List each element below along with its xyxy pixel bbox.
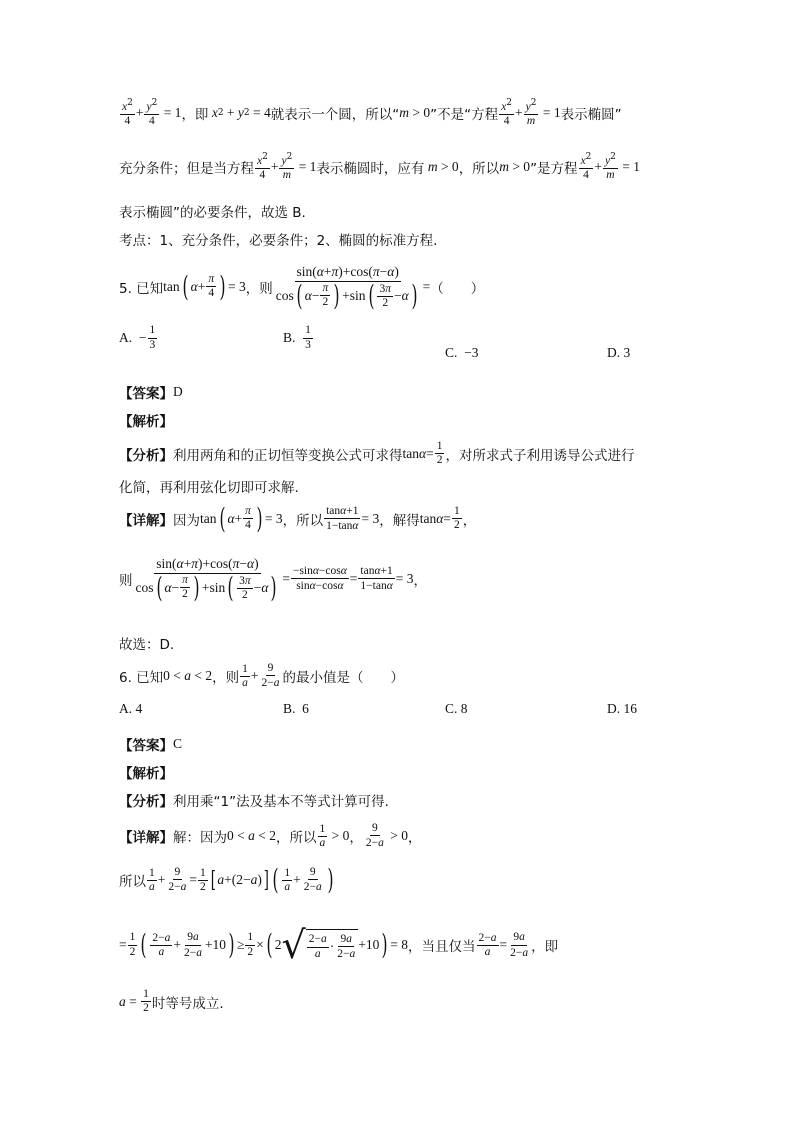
line-2: 充分条件；但是当方程 $\frac{x^2}{4}$ + $\frac{y^2}{m}$ = 1 表示椭圆时，应有 m > 0 ，所以 m > 0 ”是方程 $\frac{x^2}{4}$ + $\frac{y^2}{m}$ = 1: [119, 152, 640, 182]
line2-text-a: 充分条件；但是当方程: [119, 161, 254, 178]
line-4: [119, 229, 437, 249]
q5-xiangjie: 【详解】 因为 tan ( α + $\frac{\pi}{4}$ ) = 3 ，所以 $\frac{\tan\alpha+1}{1-\tan\alpha}$ = 3 ，解得 tan α = $\frac{1}{2}$ ，: [119, 501, 477, 535]
q5-chain: 则 sin(α+π)+cos(π−α) cos ( α − $\frac{\pi}{2}$ ) +sin ( $\frac{3\pi}{2}$ − α ) = $\frac{-\sin\alpha-\cos\alpha}{\sin\alpha-\cos\alpha}$ = $\frac{\tan\alpha+1}{1-\tan\alpha}$ = 3 ，: [119, 556, 428, 604]
frac-y2-4: $\frac{y^2}{4}$: [146, 98, 158, 128]
q6-statement: 6. 已知 0 < a < 2 ，则 $\frac{1}{a}$ + $\frac{9}{2-a}$ 的最小值是（ ）: [119, 662, 405, 690]
line2-text-b: 表示椭圆时，应有: [316, 161, 425, 178]
line1-text-a: ，即: [181, 107, 209, 124]
q5-fenxi-2: 化简，再利用弦化切即可求解.: [119, 480, 299, 496]
q5-option-c: C. −3: [445, 345, 479, 360]
q5-conclusion: 故选：D.: [119, 637, 175, 653]
line1-text-d: 表示椭圆”: [560, 107, 622, 124]
q6-fenxi: 【分析】 利用乘“1”法及基本不等式计算可得.: [119, 794, 389, 810]
q5-fenxi: 【分析】 利用两角和的正切恒等变换公式可求得 tan α = $\frac{1}{2}$ ，对所求式子利用诱导公式进行: [119, 440, 635, 467]
line2-text-c: ，所以: [458, 161, 500, 178]
q6-final: a = $\frac{1}{2}$ 时等号成立.: [119, 988, 224, 1015]
line3-text: 表示椭圆”的必要条件，故选 B.: [119, 205, 306, 221]
line1-text-b: 就表示一个圆，所以“: [270, 107, 400, 124]
q6-option-d: D. 16: [607, 701, 637, 716]
line1-text-c: ”不是“方程: [430, 107, 499, 124]
q5-option-d: D. 3: [607, 345, 631, 360]
line4-text: 考点：1、充分条件，必要条件；2、椭圆的标准方程.: [119, 233, 438, 249]
q5-then: ，则: [245, 280, 273, 297]
q5-statement: 5. 已知 tan ( α + $\frac{\pi}{4}$ ) = 3 ，则 sin(α+π)+cos(π−α) cos ( α − $\frac{\pi}{2}$ ) +sin ( $\frac{3\pi}{2}$ − α ) = （ ）: [119, 264, 485, 312]
q5-answer: 【答案】 D: [119, 384, 183, 402]
q6-option-c: C. 8: [445, 701, 468, 716]
q5-number: 5. 已知: [119, 280, 164, 297]
q5-expression: sin(α+π)+cos(π−α) cos ( α − $\frac{\pi}{2}$ ) +sin ( $\frac{3\pi}{2}$ − α ): [275, 264, 418, 312]
line2-text-d: ”是方程: [530, 161, 578, 178]
q6-option-b: B. 6: [283, 701, 309, 716]
q5-blank: （ ）: [430, 280, 485, 297]
q6-xiangjie: 【详解】 解：因为 0 < a < 2 ，所以 $\frac{1}{a}$ > 0 ， $\frac{9}{2-a}$ > 0 ，: [119, 822, 422, 850]
line-3: [119, 201, 306, 221]
line-1: $\frac{x^2}{4}$ + $\frac{y^2}{4}$ = 1 ，即 x 2 + y 2 = 4 就表示一个圆，所以“ m > 0 ”不是“方程 $\frac{x^2}{4}$ + $\frac{y^2}{m}$ = 1 表示椭圆”: [122, 98, 622, 128]
q6-step-1: 所以 $\frac{1}{a}$ + $\frac{9}{2-a}$ = $\frac{1}{2}$ [ a +(2− a ) ] ( $\frac{1}{a}$ + $\frac{9}{2-a}$ ): [119, 863, 334, 897]
q6-answer: 【答案】 C: [119, 736, 183, 754]
frac-x2-4: $\frac{x^2}{4}$: [122, 98, 133, 128]
q5-option-a: A. − $\frac{1}{3}$: [119, 324, 156, 351]
q5-option-b: B. $\frac{1}{3}$: [283, 324, 311, 351]
q6-analysis-heading: 【解析】: [119, 766, 173, 782]
q6-step-2: = $\frac{1}{2}$ ( $\frac{2-a}{a}$ + $\frac{9a}{2-a}$ +10 ) ≥ $\frac{1}{2}$ × ( 2 √ $\frac{2-a}{a}$ · $\frac{9a}{2-a}$ +10 ) = 8 ，当且仅当 $\frac{2-a}{a}$ = $\frac{9a}{2-a}$ ，即: [119, 923, 559, 967]
q6-option-a: A. 4: [119, 701, 143, 716]
q5-analysis-heading: 【解析】: [119, 414, 173, 430]
